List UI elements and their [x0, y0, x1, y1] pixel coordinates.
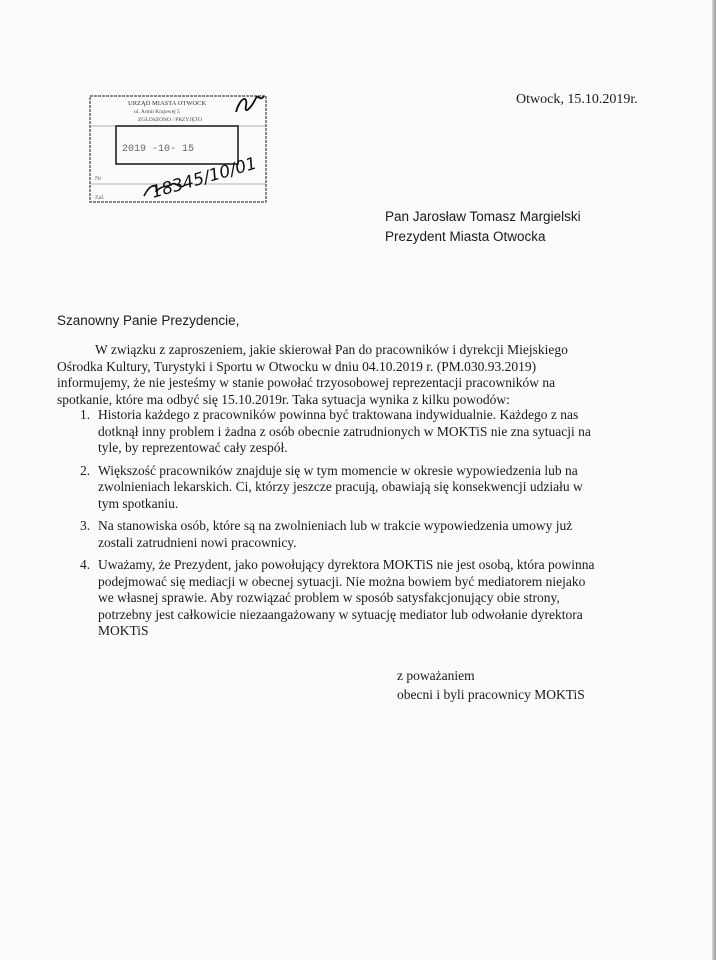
page-edge-shadow [712, 0, 716, 960]
list-item-line: Większość pracowników znajduje się w tym momencie w okresie wypowiedzenia lub na [98, 462, 578, 478]
intro-line: Ośrodka Kultury, Turystyki i Sportu w Otwocku w dniu 04.10.2019 r. (PM.030.93.2019) [57, 358, 537, 374]
stamp-header-3: ZGŁOSZONO / PRZYJĘTO [138, 117, 203, 123]
intro-line: informujemy, że nie jesteśmy w stanie powołać trzyosobowej reprezentacji pracowników na [57, 375, 556, 390]
list-item [80, 407, 650, 457]
recipient-block [385, 207, 581, 247]
closing-signatory: obecni i byli pracownicy MOKTiS [397, 687, 585, 702]
list-item-line: potrzebny jest całkowicie niezaangażowany w sytuację mediator lub odwołanie dyrektora [98, 606, 583, 622]
list-item-number: 3. [80, 518, 91, 533]
stamp-initials-scribble [236, 96, 264, 112]
list-item-number: 2. [80, 462, 91, 478]
list-item [80, 518, 650, 551]
list-item [80, 463, 650, 513]
list-item-line: tym spotkaniu. [98, 495, 179, 511]
intro-paragraph [57, 342, 637, 408]
salutation: Szanowny Panie Prezydencie, [57, 313, 240, 328]
reasons-list [80, 407, 650, 646]
list-item-line: Uważamy, że Prezydent, jako powołujący dyrektora MOKTiS nie jest osobą, która powinna [98, 557, 595, 572]
list-item-line: Historia każdego z pracowników powinna być traktowana indywidualnie. Każdego z nas [98, 407, 579, 422]
intro-line: spotkanie, które ma odbyć się 15.10.2019r. Taka sytuacja wynika z kilku powodów: [57, 391, 510, 407]
list-item-line: tyle, by reprezentować cały zespół. [98, 440, 288, 455]
list-item-line: MOKTiS [98, 623, 149, 638]
list-item-line: dotknął inny problem i żadna z osób obecnie zatrudnionych w MOKTiS nie zna sytuacji na [98, 423, 591, 439]
stamp-received-date: 2019 -10- 15 [122, 144, 195, 155]
stamp-number: 18345/10/01 [149, 153, 260, 203]
list-item-number: 4. [80, 557, 91, 572]
list-item-line: zostali zatrudnieni nowi pracownicy. [98, 534, 297, 550]
letter-date: Otwock, 15.10.2019r. [516, 92, 638, 107]
list-item-number: 1. [80, 407, 91, 422]
stamp-header-2: ul. Armii Krajowej 5 [134, 109, 180, 115]
registry-stamp [88, 88, 268, 206]
list-item-line: podejmować się mediacji w obecnej sytuacji. Nie można bowiem być mediatorem niejako [98, 573, 586, 589]
recipient-title: Prezydent Miasta Otwocka [385, 229, 546, 244]
recipient-name: Pan Jarosław Tomasz Margielski [385, 209, 581, 224]
closing-block [397, 666, 585, 704]
closing-phrase: z poważaniem [397, 668, 475, 683]
list-item-line: zwolnieniach lekarskich. Ci, którzy jeszcze pracują, obawiają się konsekwencji udziału w [98, 479, 583, 494]
list-item-line: Na stanowiska osób, które są na zwolnieniach lub w trakcie wypowiedzenia umowy już [98, 518, 573, 533]
stamp-label-nr: Nr [95, 176, 102, 182]
list-item [80, 557, 650, 640]
list-item-line: we własnej sprawie. Aby rozwiązać problem w sposób satysfakcjonujący obie strony, [98, 590, 560, 605]
stamp-header-1: URZĄD MIASTA OTWOCK [128, 100, 207, 107]
stamp-label-zal: Zał. [95, 195, 105, 201]
intro-line: W związku z zaproszeniem, jakie skierował Pan do pracowników i dyrekcji Miejskiego [95, 342, 568, 357]
